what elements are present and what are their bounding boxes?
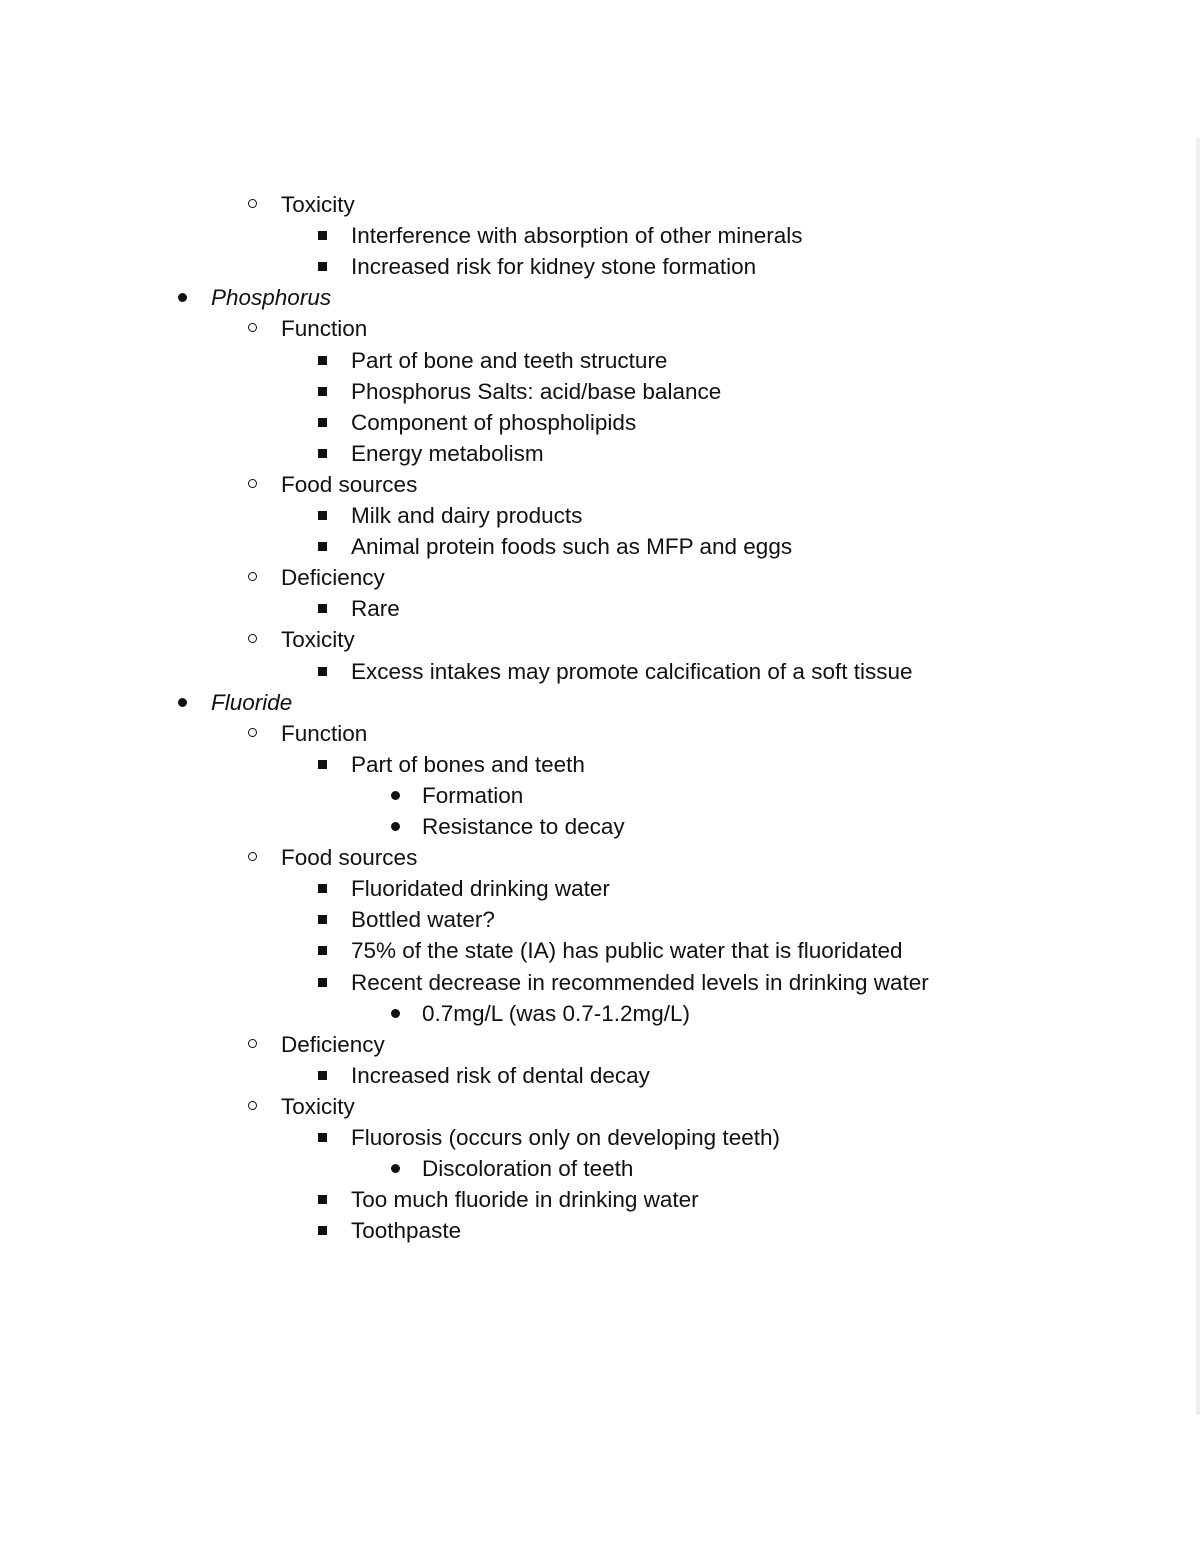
outline-item-level-2 — [0, 562, 1190, 593]
outline-item-level-3 — [0, 873, 1190, 904]
outline-item-text: Phosphorus Salts: acid/base balance — [351, 378, 722, 404]
outline-item-level-3 — [0, 438, 1190, 469]
outline-item-text: Deficiency — [281, 1031, 385, 1057]
disc-bullet-icon — [391, 791, 400, 800]
circle-bullet-icon — [248, 728, 257, 737]
outline-item-level-3 — [0, 345, 1190, 376]
outline-item-text: Resistance to decay — [422, 814, 625, 839]
outline-item-text: Toothpaste — [351, 1218, 462, 1244]
circle-bullet-icon — [248, 1101, 257, 1110]
outline-item-level-1 — [0, 282, 1190, 313]
square-bullet-icon — [318, 760, 327, 769]
outline-item-text: Too much fluoride in drinking water — [351, 1187, 699, 1213]
outline-item-text: Function — [281, 316, 368, 342]
square-bullet-icon — [318, 1226, 327, 1235]
outline-item-text: Deficiency — [281, 565, 385, 591]
outline-item-text: Toxicity — [281, 1093, 355, 1119]
outline-item-text: Energy metabolism — [351, 440, 544, 466]
outline-item-text: Toxicity — [281, 192, 355, 217]
square-bullet-icon — [318, 449, 327, 458]
square-bullet-icon — [318, 667, 327, 676]
square-bullet-icon — [318, 946, 327, 955]
outline-item-text: Milk and dairy products — [351, 503, 583, 528]
outline-item-text: Increased risk for kidney stone formation — [351, 254, 757, 280]
circle-bullet-icon — [248, 323, 257, 332]
circle-bullet-icon — [248, 852, 257, 861]
outline-item-level-2 — [0, 313, 1190, 344]
square-bullet-icon — [318, 542, 327, 551]
outline-item-text: Interference with absorption of other minerals — [351, 223, 803, 249]
outline-item-level-3 — [0, 593, 1190, 624]
outline-item-level-3 — [0, 749, 1190, 780]
square-bullet-icon — [318, 356, 327, 365]
outline-item-text: Recent decrease in recommended levels in drinking water — [351, 969, 929, 995]
outline-item-text: Fluorosis (occurs only on developing teeth) — [351, 1125, 780, 1150]
outline-item-text: Part of bone and teeth structure — [351, 347, 668, 373]
outline-item-level-3 — [0, 376, 1190, 407]
outline-item-level-3 — [0, 407, 1190, 438]
square-bullet-icon — [318, 511, 327, 520]
outline-item-level-3 — [0, 251, 1190, 282]
outline-item-level-4 — [0, 811, 1190, 842]
square-bullet-icon — [318, 978, 327, 987]
page-edge — [1196, 138, 1200, 1415]
disc-bullet-icon — [178, 293, 187, 302]
outline-item-level-2 — [0, 469, 1190, 500]
outline-item-text: Fluoride — [211, 689, 293, 715]
outline-item-level-2 — [0, 624, 1190, 655]
outline-item-text: Food sources — [281, 471, 418, 497]
outline-item-level-2 — [0, 842, 1190, 873]
square-bullet-icon — [318, 262, 327, 271]
outline-item-text: Part of bones and teeth — [351, 751, 585, 777]
outline-item-level-2 — [0, 189, 1190, 220]
outline-item-text: Rare — [351, 596, 400, 622]
outline-item-text: Function — [281, 720, 368, 746]
square-bullet-icon — [318, 387, 327, 396]
circle-bullet-icon — [248, 572, 257, 581]
outline-item-text: 75% of the state (IA) has public water that is fluoridated — [351, 938, 903, 964]
square-bullet-icon — [318, 418, 327, 427]
outline-item-text: Excess intakes may promote calcification of a soft tissue — [351, 658, 913, 684]
outline-item-level-3 — [0, 1122, 1190, 1153]
outline-item-text: Fluoridated drinking water — [351, 876, 610, 902]
outline-item-level-2 — [0, 1091, 1190, 1122]
disc-bullet-icon — [391, 1009, 400, 1018]
circle-bullet-icon — [248, 634, 257, 643]
square-bullet-icon — [318, 1071, 327, 1080]
outline-item-text: Food sources — [281, 845, 418, 871]
outline-item-level-4 — [0, 998, 1190, 1029]
outline-item-level-3 — [0, 500, 1190, 531]
outline-item-level-3 — [0, 904, 1190, 935]
circle-bullet-icon — [248, 479, 257, 488]
square-bullet-icon — [318, 1195, 327, 1204]
outline-item-level-2 — [0, 718, 1190, 749]
disc-bullet-icon — [178, 698, 187, 707]
square-bullet-icon — [318, 884, 327, 893]
outline-item-text: Component of phospholipids — [351, 409, 637, 435]
outline-item-level-3 — [0, 220, 1190, 251]
outline-item-text: Animal protein foods such as MFP and eggs — [351, 534, 793, 560]
outline-item-level-3 — [0, 531, 1190, 562]
outline-item-level-3 — [0, 967, 1190, 998]
outline-item-text: Bottled water? — [351, 907, 495, 933]
outline-item-text: Discoloration of teeth — [422, 1156, 634, 1182]
outline-item-text: 0.7mg/L (was 0.7-1.2mg/L) — [422, 1000, 691, 1026]
outline-item-text: Phosphorus — [211, 285, 332, 311]
outline-item-level-3 — [0, 1060, 1190, 1091]
square-bullet-icon — [318, 231, 327, 240]
outline-item-level-2 — [0, 1029, 1190, 1060]
circle-bullet-icon — [248, 199, 257, 208]
disc-bullet-icon — [391, 822, 400, 831]
square-bullet-icon — [318, 1133, 327, 1142]
outline-item-level-3 — [0, 935, 1190, 966]
outline-item-level-4 — [0, 1153, 1190, 1184]
outline-item-level-1 — [0, 687, 1190, 718]
square-bullet-icon — [318, 604, 327, 613]
disc-bullet-icon — [391, 1164, 400, 1173]
outline-item-level-3 — [0, 1215, 1190, 1246]
outline-item-level-3 — [0, 1184, 1190, 1215]
outline-item-text: Formation — [422, 782, 524, 808]
outline-item-level-3 — [0, 656, 1190, 687]
outline-item-text: Increased risk of dental decay — [351, 1062, 650, 1088]
square-bullet-icon — [318, 915, 327, 924]
circle-bullet-icon — [248, 1039, 257, 1048]
outline-item-level-4 — [0, 780, 1190, 811]
outline-item-text: Toxicity — [281, 627, 355, 653]
